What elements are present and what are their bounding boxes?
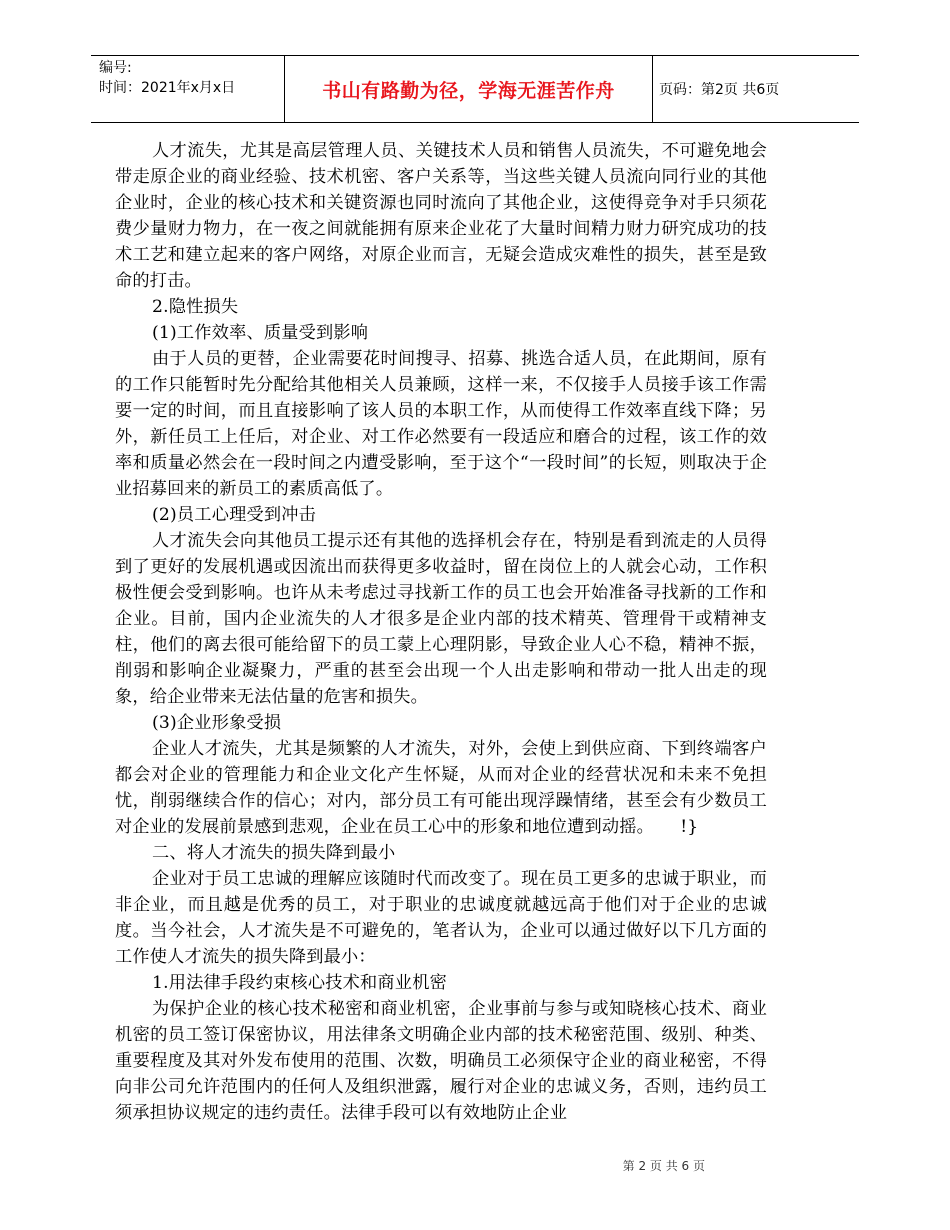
page-info: 页码：第2页 共6页: [659, 82, 780, 98]
section-heading: 二、将人才流失的损失降到最小: [151, 843, 396, 863]
subsection-heading: (2)员工心理受到冲击: [151, 505, 317, 525]
header-meta: [99, 58, 235, 98]
number-label: 编号:: [99, 60, 132, 76]
section-heading: 1.用法律手段约束核心技术和商业机密: [151, 973, 447, 993]
paragraph: 人才流失会向其他员工提示还有其他的选择机会存在，特别是看到流走的人员得到了更好的发展机遇或因流出而获得更多收益时，留在岗位上的人就会心动，工作积极性便会受到影响。也许从未考虑过寻找新工作的员工也会开始准备寻找新的工作和企业。目前，国内企业流失的人才很多是企业内部的技术精英、管理骨干或精神支柱，他们的离去很可能给留下的员工蒙上心理阴影，导致企业人心不稳，精神不振，削弱和影响企业凝聚力，严重的甚至会出现一个人出走影响和带动一批人出走的现象，给企业带来无法估量的危害和损失。: [115, 531, 767, 707]
paragraph: 企业对于员工忠诚的理解应该随时代而改变了。现在员工更多的忠诚于职业，而非企业，而且越是优秀的员工，对于职业的忠诚度就越远高于他们对于企业的忠诚度。当今社会，人才流失是不可避免的，笔者认为，企业可以通过做好以下几方面的工作使人才流失的损失降到最小：: [115, 869, 767, 967]
paragraph: 企业人才流失，尤其是频繁的人才流失，对外，会使上到供应商、下到终端客户都会对企业的管理能力和企业文化产生怀疑，从而对企业的经营状况和未来不免担忧，削弱继续合作的信心；对内，部分员工有可能出现浮躁情绪，甚至会有少数员工对企业的发展前景感到悲观，企业在员工心中的形象和地位遭到动摇。 !}: [115, 739, 767, 837]
section-heading: 2.隐性损失: [151, 297, 239, 317]
paragraph: 由于人员的更替，企业需要花时间搜寻、招募、挑选合适人员，在此期间，原有的工作只能暂时先分配给其他相关人员兼顾，这样一来，不仅接手人员接手该工作需要一定的时间，而且直接影响了该人员的本职工作，从而使得工作效率直线下降；另外，新任员工上任后，对企业、对工作必然要有一段适应和磨合的过程，该工作的效率和质量必然会在一段时间之内遭受影响，至于这个“一段时间”的长短，则取决于企业招募回来的新员工的素质高低了。: [115, 349, 767, 499]
motto-cell: [284, 56, 653, 122]
motto-text: 书山有路勤为径，学海无涯苦作舟: [322, 79, 615, 102]
paragraph: 为保护企业的核心技术秘密和商业机密，企业事前与参与或知晓核心技术、商业机密的员工签订保密协议，用法律条文明确企业内部的技术秘密范围、级别、种类、重要程度及其对外发布使用的范围、次数，明确员工必须保守企业的商业秘密，不得向非公司允许范围内的任何人及组织泄露，履行对企业的忠诚义务，否则，违约员工须承担协议规定的违约责任。法律手段可以有效地防止企业: [115, 999, 767, 1123]
document-body: [115, 138, 767, 1126]
subsection-heading: (1)工作效率、质量受到影响: [151, 323, 369, 343]
page-footer: 第 2 页 共 6 页: [622, 1159, 705, 1173]
time-label: 时间：2021年x月x日: [99, 80, 236, 96]
paragraph: 人才流失，尤其是高层管理人员、关键技术人员和销售人员流失，不可避免地会带走原企业的商业经验、技术机密、客户关系等，当这些关键人员流向同行业的其他企业时，企业的核心技术和关键资源也同时流向了其他企业，这使得竞争对手只须花费少量财力物力，在一夜之间就能拥有原来企业花了大量时间精力财力研究成功的技术工艺和建立起来的客户网络，对原企业而言，无疑会造成灾难性的损失，甚至是致命的打击。: [115, 141, 767, 291]
subsection-heading: (3)企业形象受损: [151, 713, 282, 733]
page-header: [91, 55, 859, 123]
